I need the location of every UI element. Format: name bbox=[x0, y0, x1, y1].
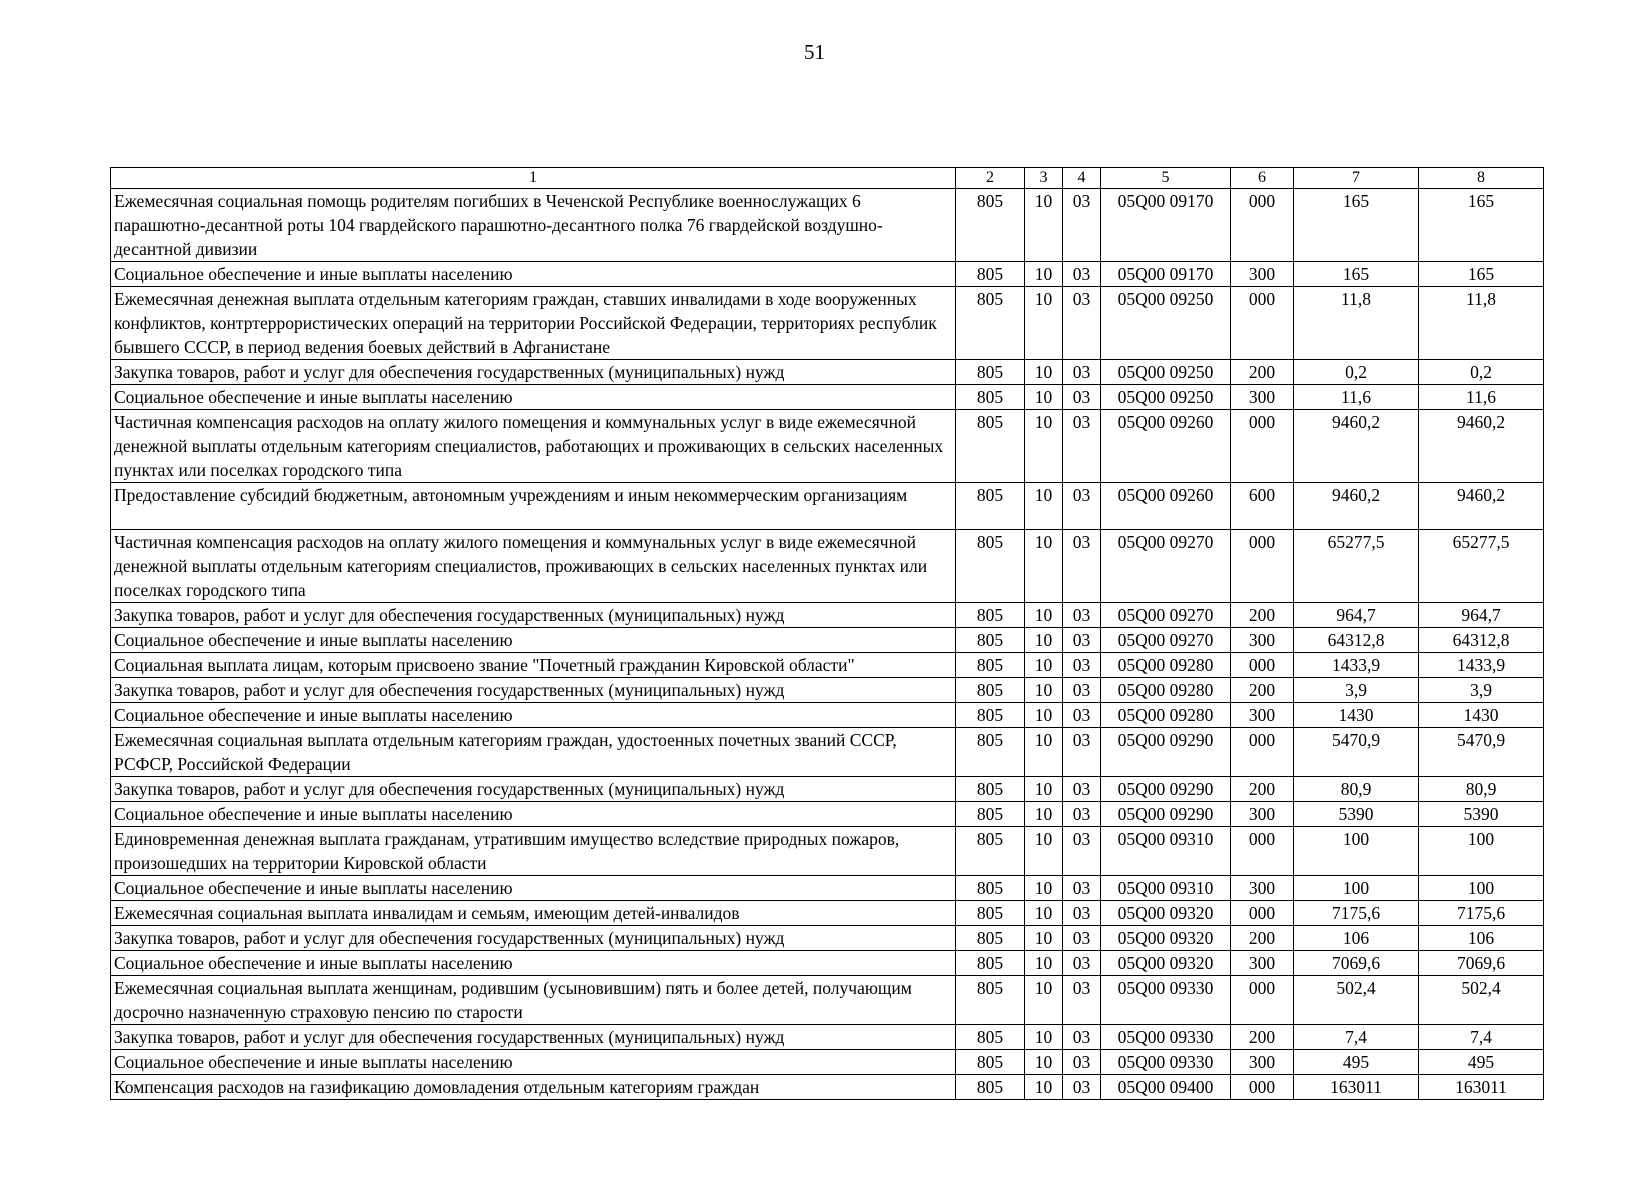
amount-cell: 9460,2 bbox=[1294, 483, 1419, 530]
target-article-cell: 05Q00 09310 bbox=[1101, 876, 1231, 901]
chapter-cell: 805 bbox=[956, 1075, 1025, 1100]
amount-cell: 3,9 bbox=[1419, 678, 1544, 703]
amount-cell: 106 bbox=[1419, 926, 1544, 951]
section-cell: 10 bbox=[1025, 951, 1063, 976]
amount-cell: 9460,2 bbox=[1419, 410, 1544, 483]
chapter-cell: 805 bbox=[956, 876, 1025, 901]
chapter-cell: 805 bbox=[956, 678, 1025, 703]
target-article-cell: 05Q00 09170 bbox=[1101, 189, 1231, 262]
amount-cell: 165 bbox=[1419, 189, 1544, 262]
row-name-cell: Социальное обеспечение и иные выплаты населению bbox=[111, 628, 956, 653]
subsection-cell: 03 bbox=[1063, 360, 1101, 385]
subsection-cell: 03 bbox=[1063, 802, 1101, 827]
table-row bbox=[111, 483, 1544, 530]
section-cell: 10 bbox=[1025, 876, 1063, 901]
row-name-cell: Ежемесячная денежная выплата отдельным категориям граждан, ставших инвалидами в ходе вооруженных конфликтов, контртеррористических операций на территории Российской Федерации, территориях республик бывшего СССР, в период ведения боевых действий в Афганистане bbox=[111, 287, 956, 360]
amount-cell: 106 bbox=[1294, 926, 1419, 951]
section-cell: 10 bbox=[1025, 802, 1063, 827]
row-name-cell: Ежемесячная социальная помощь родителям погибших в Чеченской Республике военнослужащих 6 парашютно-десантной роты 104 гвардейского парашютно-десантного полка 76 гвардейской воздушно-десантной дивизии bbox=[111, 189, 956, 262]
amount-cell: 502,4 bbox=[1419, 976, 1544, 1025]
subsection-cell: 03 bbox=[1063, 1050, 1101, 1075]
subsection-cell: 03 bbox=[1063, 628, 1101, 653]
expense-type-cell: 300 bbox=[1231, 262, 1294, 287]
table-row bbox=[111, 777, 1544, 802]
amount-cell: 80,9 bbox=[1294, 777, 1419, 802]
chapter-cell: 805 bbox=[956, 926, 1025, 951]
amount-cell: 80,9 bbox=[1419, 777, 1544, 802]
target-article-cell: 05Q00 09250 bbox=[1101, 287, 1231, 360]
table-row bbox=[111, 653, 1544, 678]
amount-cell: 100 bbox=[1419, 876, 1544, 901]
section-cell: 10 bbox=[1025, 703, 1063, 728]
subsection-cell: 03 bbox=[1063, 678, 1101, 703]
table-row bbox=[111, 410, 1544, 483]
subsection-cell: 03 bbox=[1063, 1075, 1101, 1100]
table-row bbox=[111, 628, 1544, 653]
target-article-cell: 05Q00 09280 bbox=[1101, 703, 1231, 728]
amount-cell: 1433,9 bbox=[1419, 653, 1544, 678]
expense-type-cell: 200 bbox=[1231, 777, 1294, 802]
amount-cell: 7069,6 bbox=[1419, 951, 1544, 976]
header-cell: 5 bbox=[1101, 168, 1231, 189]
section-cell: 10 bbox=[1025, 827, 1063, 876]
table-row bbox=[111, 530, 1544, 603]
target-article-cell: 05Q00 09290 bbox=[1101, 802, 1231, 827]
section-cell: 10 bbox=[1025, 603, 1063, 628]
row-name-cell: Социальное обеспечение и иные выплаты населению bbox=[111, 951, 956, 976]
expense-type-cell: 000 bbox=[1231, 827, 1294, 876]
expense-type-cell: 200 bbox=[1231, 360, 1294, 385]
target-article-cell: 05Q00 09320 bbox=[1101, 901, 1231, 926]
chapter-cell: 805 bbox=[956, 653, 1025, 678]
expense-type-cell: 200 bbox=[1231, 678, 1294, 703]
table-row bbox=[111, 287, 1544, 360]
target-article-cell: 05Q00 09270 bbox=[1101, 628, 1231, 653]
chapter-cell: 805 bbox=[956, 189, 1025, 262]
row-name-cell: Закупка товаров, работ и услуг для обеспечения государственных (муниципальных) нужд bbox=[111, 777, 956, 802]
table-row bbox=[111, 189, 1544, 262]
amount-cell: 964,7 bbox=[1419, 603, 1544, 628]
chapter-cell: 805 bbox=[956, 1025, 1025, 1050]
subsection-cell: 03 bbox=[1063, 530, 1101, 603]
subsection-cell: 03 bbox=[1063, 410, 1101, 483]
header-cell: 8 bbox=[1419, 168, 1544, 189]
amount-cell: 0,2 bbox=[1294, 360, 1419, 385]
amount-cell: 5390 bbox=[1419, 802, 1544, 827]
table-row bbox=[111, 802, 1544, 827]
expense-type-cell: 000 bbox=[1231, 901, 1294, 926]
amount-cell: 964,7 bbox=[1294, 603, 1419, 628]
row-name-cell: Социальное обеспечение и иные выплаты населению bbox=[111, 876, 956, 901]
table-row bbox=[111, 703, 1544, 728]
section-cell: 10 bbox=[1025, 360, 1063, 385]
table-row bbox=[111, 385, 1544, 410]
header-cell: 3 bbox=[1025, 168, 1063, 189]
table-row bbox=[111, 901, 1544, 926]
budget-table-container bbox=[110, 167, 1544, 1100]
target-article-cell: 05Q00 09310 bbox=[1101, 827, 1231, 876]
target-article-cell: 05Q00 09250 bbox=[1101, 360, 1231, 385]
target-article-cell: 05Q00 09170 bbox=[1101, 262, 1231, 287]
subsection-cell: 03 bbox=[1063, 901, 1101, 926]
target-article-cell: 05Q00 09290 bbox=[1101, 777, 1231, 802]
target-article-cell: 05Q00 09330 bbox=[1101, 1050, 1231, 1075]
row-name-cell: Компенсация расходов на газификацию домовладения отдельным категориям граждан bbox=[111, 1075, 956, 1100]
expense-type-cell: 200 bbox=[1231, 926, 1294, 951]
amount-cell: 11,6 bbox=[1419, 385, 1544, 410]
table-body bbox=[111, 168, 1544, 1100]
section-cell: 10 bbox=[1025, 1025, 1063, 1050]
table-row bbox=[111, 876, 1544, 901]
row-name-cell: Закупка товаров, работ и услуг для обеспечения государственных (муниципальных) нужд bbox=[111, 603, 956, 628]
expense-type-cell: 000 bbox=[1231, 728, 1294, 777]
section-cell: 10 bbox=[1025, 385, 1063, 410]
target-article-cell: 05Q00 09250 bbox=[1101, 385, 1231, 410]
table-row bbox=[111, 678, 1544, 703]
amount-cell: 100 bbox=[1419, 827, 1544, 876]
section-cell: 10 bbox=[1025, 262, 1063, 287]
section-cell: 10 bbox=[1025, 653, 1063, 678]
amount-cell: 502,4 bbox=[1294, 976, 1419, 1025]
amount-cell: 11,6 bbox=[1294, 385, 1419, 410]
amount-cell: 11,8 bbox=[1294, 287, 1419, 360]
amount-cell: 65277,5 bbox=[1419, 530, 1544, 603]
section-cell: 10 bbox=[1025, 530, 1063, 603]
row-name-cell: Закупка товаров, работ и услуг для обеспечения государственных (муниципальных) нужд bbox=[111, 678, 956, 703]
chapter-cell: 805 bbox=[956, 483, 1025, 530]
amount-cell: 165 bbox=[1419, 262, 1544, 287]
row-name-cell: Закупка товаров, работ и услуг для обеспечения государственных (муниципальных) нужд bbox=[111, 360, 956, 385]
section-cell: 10 bbox=[1025, 777, 1063, 802]
target-article-cell: 05Q00 09320 bbox=[1101, 951, 1231, 976]
chapter-cell: 805 bbox=[956, 1050, 1025, 1075]
target-article-cell: 05Q00 09260 bbox=[1101, 483, 1231, 530]
row-name-cell: Социальное обеспечение и иные выплаты населению bbox=[111, 262, 956, 287]
table-row bbox=[111, 1025, 1544, 1050]
subsection-cell: 03 bbox=[1063, 483, 1101, 530]
row-name-cell: Единовременная денежная выплата гражданам, утратившим имущество вследствие природных пожаров, произошедших на территории Кировской области bbox=[111, 827, 956, 876]
page-number: 51 bbox=[804, 40, 825, 64]
amount-cell: 9460,2 bbox=[1419, 483, 1544, 530]
table-row bbox=[111, 1075, 1544, 1100]
subsection-cell: 03 bbox=[1063, 385, 1101, 410]
table-row bbox=[111, 1050, 1544, 1075]
subsection-cell: 03 bbox=[1063, 951, 1101, 976]
target-article-cell: 05Q00 09400 bbox=[1101, 1075, 1231, 1100]
target-article-cell: 05Q00 09270 bbox=[1101, 603, 1231, 628]
chapter-cell: 805 bbox=[956, 802, 1025, 827]
amount-cell: 100 bbox=[1294, 876, 1419, 901]
subsection-cell: 03 bbox=[1063, 703, 1101, 728]
amount-cell: 7175,6 bbox=[1419, 901, 1544, 926]
subsection-cell: 03 bbox=[1063, 777, 1101, 802]
expense-type-cell: 000 bbox=[1231, 653, 1294, 678]
chapter-cell: 805 bbox=[956, 385, 1025, 410]
subsection-cell: 03 bbox=[1063, 1025, 1101, 1050]
expense-type-cell: 000 bbox=[1231, 287, 1294, 360]
amount-cell: 5470,9 bbox=[1294, 728, 1419, 777]
header-cell: 2 bbox=[956, 168, 1025, 189]
row-name-cell: Частичная компенсация расходов на оплату жилого помещения и коммунальных услуг в виде ежемесячной денежной выплаты отдельным категориям специалистов, работающих и проживающих в сельских населенных пунктах или поселках городского типа bbox=[111, 410, 956, 483]
subsection-cell: 03 bbox=[1063, 876, 1101, 901]
expense-type-cell: 300 bbox=[1231, 628, 1294, 653]
chapter-cell: 805 bbox=[956, 901, 1025, 926]
chapter-cell: 805 bbox=[956, 951, 1025, 976]
subsection-cell: 03 bbox=[1063, 926, 1101, 951]
section-cell: 10 bbox=[1025, 728, 1063, 777]
row-name-cell: Ежемесячная социальная выплата отдельным категориям граждан, удостоенных почетных званий СССР, РСФСР, Российской Федерации bbox=[111, 728, 956, 777]
amount-cell: 495 bbox=[1419, 1050, 1544, 1075]
expense-type-cell: 300 bbox=[1231, 1050, 1294, 1075]
target-article-cell: 05Q00 09270 bbox=[1101, 530, 1231, 603]
table-row bbox=[111, 360, 1544, 385]
row-name-cell: Социальное обеспечение и иные выплаты населению bbox=[111, 703, 956, 728]
expense-type-cell: 600 bbox=[1231, 483, 1294, 530]
subsection-cell: 03 bbox=[1063, 827, 1101, 876]
row-name-cell: Социальное обеспечение и иные выплаты населению bbox=[111, 1050, 956, 1075]
amount-cell: 163011 bbox=[1294, 1075, 1419, 1100]
expense-type-cell: 000 bbox=[1231, 530, 1294, 603]
row-name-cell: Предоставление субсидий бюджетным, автономным учреждениям и иным некоммерческим организациям bbox=[111, 483, 956, 530]
table-row bbox=[111, 728, 1544, 777]
amount-cell: 5470,9 bbox=[1419, 728, 1544, 777]
amount-cell: 7,4 bbox=[1419, 1025, 1544, 1050]
table-row bbox=[111, 827, 1544, 876]
expense-type-cell: 200 bbox=[1231, 1025, 1294, 1050]
row-name-cell: Социальная выплата лицам, которым присвоено звание "Почетный гражданин Кировской области" bbox=[111, 653, 956, 678]
chapter-cell: 805 bbox=[956, 287, 1025, 360]
subsection-cell: 03 bbox=[1063, 728, 1101, 777]
target-article-cell: 05Q00 09260 bbox=[1101, 410, 1231, 483]
table-row bbox=[111, 951, 1544, 976]
expense-type-cell: 000 bbox=[1231, 410, 1294, 483]
table-row bbox=[111, 976, 1544, 1025]
expense-type-cell: 300 bbox=[1231, 876, 1294, 901]
chapter-cell: 805 bbox=[956, 728, 1025, 777]
amount-cell: 165 bbox=[1294, 262, 1419, 287]
amount-cell: 3,9 bbox=[1294, 678, 1419, 703]
subsection-cell: 03 bbox=[1063, 287, 1101, 360]
chapter-cell: 805 bbox=[956, 703, 1025, 728]
amount-cell: 64312,8 bbox=[1419, 628, 1544, 653]
header-cell: 6 bbox=[1231, 168, 1294, 189]
section-cell: 10 bbox=[1025, 189, 1063, 262]
target-article-cell: 05Q00 09330 bbox=[1101, 976, 1231, 1025]
chapter-cell: 805 bbox=[956, 410, 1025, 483]
amount-cell: 64312,8 bbox=[1294, 628, 1419, 653]
section-cell: 10 bbox=[1025, 901, 1063, 926]
expense-type-cell: 300 bbox=[1231, 385, 1294, 410]
target-article-cell: 05Q00 09320 bbox=[1101, 926, 1231, 951]
header-cell: 1 bbox=[111, 168, 956, 189]
chapter-cell: 805 bbox=[956, 827, 1025, 876]
chapter-cell: 805 bbox=[956, 603, 1025, 628]
amount-cell: 163011 bbox=[1419, 1075, 1544, 1100]
row-name-cell: Частичная компенсация расходов на оплату жилого помещения и коммунальных услуг в виде ежемесячной денежной выплаты отдельным категориям специалистов, проживающих в сельских населенных пунктах или поселках городского типа bbox=[111, 530, 956, 603]
expense-type-cell: 200 bbox=[1231, 603, 1294, 628]
section-cell: 10 bbox=[1025, 287, 1063, 360]
subsection-cell: 03 bbox=[1063, 189, 1101, 262]
amount-cell: 0,2 bbox=[1419, 360, 1544, 385]
amount-cell: 1430 bbox=[1419, 703, 1544, 728]
section-cell: 10 bbox=[1025, 1050, 1063, 1075]
expense-type-cell: 000 bbox=[1231, 189, 1294, 262]
expense-type-cell: 300 bbox=[1231, 951, 1294, 976]
subsection-cell: 03 bbox=[1063, 262, 1101, 287]
target-article-cell: 05Q00 09280 bbox=[1101, 678, 1231, 703]
chapter-cell: 805 bbox=[956, 628, 1025, 653]
expense-type-cell: 000 bbox=[1231, 1075, 1294, 1100]
section-cell: 10 bbox=[1025, 1075, 1063, 1100]
subsection-cell: 03 bbox=[1063, 976, 1101, 1025]
section-cell: 10 bbox=[1025, 976, 1063, 1025]
target-article-cell: 05Q00 09290 bbox=[1101, 728, 1231, 777]
amount-cell: 7069,6 bbox=[1294, 951, 1419, 976]
section-cell: 10 bbox=[1025, 483, 1063, 530]
amount-cell: 7175,6 bbox=[1294, 901, 1419, 926]
expense-type-cell: 300 bbox=[1231, 703, 1294, 728]
amount-cell: 5390 bbox=[1294, 802, 1419, 827]
expense-type-cell: 300 bbox=[1231, 802, 1294, 827]
row-name-cell: Закупка товаров, работ и услуг для обеспечения государственных (муниципальных) нужд bbox=[111, 1025, 956, 1050]
subsection-cell: 03 bbox=[1063, 603, 1101, 628]
table-row bbox=[111, 262, 1544, 287]
amount-cell: 9460,2 bbox=[1294, 410, 1419, 483]
chapter-cell: 805 bbox=[956, 360, 1025, 385]
amount-cell: 65277,5 bbox=[1294, 530, 1419, 603]
chapter-cell: 805 bbox=[956, 262, 1025, 287]
chapter-cell: 805 bbox=[956, 777, 1025, 802]
amount-cell: 165 bbox=[1294, 189, 1419, 262]
subsection-cell: 03 bbox=[1063, 653, 1101, 678]
table-row bbox=[111, 603, 1544, 628]
table-header-row bbox=[111, 168, 1544, 189]
target-article-cell: 05Q00 09330 bbox=[1101, 1025, 1231, 1050]
amount-cell: 495 bbox=[1294, 1050, 1419, 1075]
header-cell: 7 bbox=[1294, 168, 1419, 189]
amount-cell: 1433,9 bbox=[1294, 653, 1419, 678]
chapter-cell: 805 bbox=[956, 976, 1025, 1025]
section-cell: 10 bbox=[1025, 410, 1063, 483]
table-row bbox=[111, 926, 1544, 951]
section-cell: 10 bbox=[1025, 628, 1063, 653]
row-name-cell: Ежемесячная социальная выплата женщинам, родившим (усыновившим) пять и более детей, получающим досрочно назначенную страховую пенсию по старости bbox=[111, 976, 956, 1025]
amount-cell: 7,4 bbox=[1294, 1025, 1419, 1050]
section-cell: 10 bbox=[1025, 678, 1063, 703]
budget-table bbox=[110, 167, 1544, 1100]
row-name-cell: Ежемесячная социальная выплата инвалидам и семьям, имеющим детей-инвалидов bbox=[111, 901, 956, 926]
expense-type-cell: 000 bbox=[1231, 976, 1294, 1025]
section-cell: 10 bbox=[1025, 926, 1063, 951]
target-article-cell: 05Q00 09280 bbox=[1101, 653, 1231, 678]
amount-cell: 100 bbox=[1294, 827, 1419, 876]
row-name-cell: Социальное обеспечение и иные выплаты населению bbox=[111, 802, 956, 827]
row-name-cell: Закупка товаров, работ и услуг для обеспечения государственных (муниципальных) нужд bbox=[111, 926, 956, 951]
amount-cell: 1430 bbox=[1294, 703, 1419, 728]
chapter-cell: 805 bbox=[956, 530, 1025, 603]
amount-cell: 11,8 bbox=[1419, 287, 1544, 360]
header-cell: 4 bbox=[1063, 168, 1101, 189]
row-name-cell: Социальное обеспечение и иные выплаты населению bbox=[111, 385, 956, 410]
